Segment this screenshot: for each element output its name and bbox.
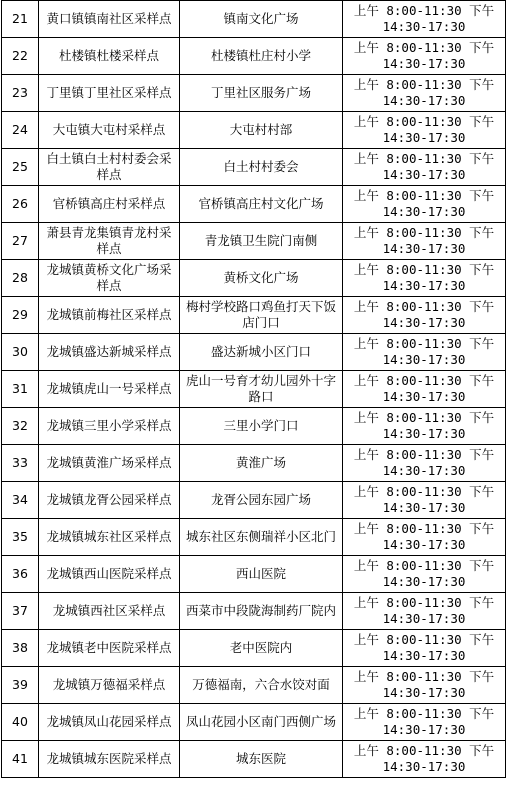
site-name-cell: 龙城镇前梅社区采样点 — [39, 297, 180, 334]
hours-line-2: 14:30-17:30 — [382, 759, 466, 774]
row-number-cell: 34 — [2, 482, 39, 519]
site-name-cell: 龙城镇西社区采样点 — [39, 593, 180, 630]
opening-hours-cell — [343, 75, 506, 112]
site-location-cell: 盛达新城小区门口 — [180, 334, 343, 371]
hours-line-1: 上午 8:00-11:30 下午 — [353, 262, 495, 277]
table-row — [2, 593, 506, 630]
hours-line-1: 上午 8:00-11:30 下午 — [353, 3, 495, 18]
site-location-cell: 西山医院 — [180, 556, 343, 593]
row-number-cell: 27 — [2, 223, 39, 260]
row-number-cell: 41 — [2, 741, 39, 778]
hours-line-2: 14:30-17:30 — [382, 389, 466, 404]
hours-line-2: 14:30-17:30 — [382, 500, 466, 515]
table-body — [2, 1, 506, 778]
opening-hours-cell — [343, 38, 506, 75]
table-row — [2, 38, 506, 75]
opening-hours-cell — [343, 112, 506, 149]
site-location-cell: 镇南文化广场 — [180, 1, 343, 38]
site-location-cell: 城东社区东侧瑞祥小区北门 — [180, 519, 343, 556]
row-number-cell: 28 — [2, 260, 39, 297]
site-location-cell: 万德福南，六合水饺对面 — [180, 667, 343, 704]
site-location-cell: 黄淮广场 — [180, 445, 343, 482]
hours-line-1: 上午 8:00-11:30 下午 — [353, 114, 495, 129]
hours-line-1: 上午 8:00-11:30 下午 — [353, 447, 495, 462]
hours-line-1: 上午 8:00-11:30 下午 — [353, 595, 495, 610]
site-name-cell: 龙城镇盛达新城采样点 — [39, 334, 180, 371]
hours-line-1: 上午 8:00-11:30 下午 — [353, 151, 495, 166]
opening-hours-cell — [343, 445, 506, 482]
site-location-cell: 杜楼镇杜庄村小学 — [180, 38, 343, 75]
row-number-cell: 25 — [2, 149, 39, 186]
opening-hours-cell — [343, 556, 506, 593]
table-row — [2, 482, 506, 519]
opening-hours-cell — [343, 149, 506, 186]
hours-line-1: 上午 8:00-11:30 下午 — [353, 743, 495, 758]
site-name-cell: 大屯镇大屯村采样点 — [39, 112, 180, 149]
opening-hours-cell — [343, 593, 506, 630]
table-row — [2, 260, 506, 297]
hours-line-2: 14:30-17:30 — [382, 130, 466, 145]
opening-hours-cell — [343, 630, 506, 667]
hours-line-1: 上午 8:00-11:30 下午 — [353, 373, 495, 388]
table-row — [2, 445, 506, 482]
table-row — [2, 630, 506, 667]
opening-hours-cell — [343, 371, 506, 408]
opening-hours-cell — [343, 408, 506, 445]
site-name-cell: 龙城镇西山医院采样点 — [39, 556, 180, 593]
row-number-cell: 33 — [2, 445, 39, 482]
opening-hours-cell — [343, 1, 506, 38]
hours-line-1: 上午 8:00-11:30 下午 — [353, 558, 495, 573]
site-name-cell: 龙城镇龙胥公园采样点 — [39, 482, 180, 519]
table-row — [2, 1, 506, 38]
row-number-cell: 32 — [2, 408, 39, 445]
table-row — [2, 149, 506, 186]
site-location-cell: 白土村村委会 — [180, 149, 343, 186]
row-number-cell: 26 — [2, 186, 39, 223]
hours-line-2: 14:30-17:30 — [382, 204, 466, 219]
table-row — [2, 112, 506, 149]
site-name-cell: 龙城镇老中医院采样点 — [39, 630, 180, 667]
hours-line-1: 上午 8:00-11:30 下午 — [353, 40, 495, 55]
row-number-cell: 23 — [2, 75, 39, 112]
hours-line-2: 14:30-17:30 — [382, 278, 466, 293]
opening-hours-cell — [343, 297, 506, 334]
hours-line-1: 上午 8:00-11:30 下午 — [353, 299, 495, 314]
opening-hours-cell — [343, 741, 506, 778]
site-location-cell: 龙胥公园东园广场 — [180, 482, 343, 519]
site-name-cell: 龙城镇城东社区采样点 — [39, 519, 180, 556]
table-row — [2, 408, 506, 445]
site-location-cell: 丁里社区服务广场 — [180, 75, 343, 112]
site-location-cell: 凤山花园小区南门西侧广场 — [180, 704, 343, 741]
opening-hours-cell — [343, 186, 506, 223]
hours-line-2: 14:30-17:30 — [382, 241, 466, 256]
site-location-cell: 西菜市中段陇海制药厂院内 — [180, 593, 343, 630]
hours-line-2: 14:30-17:30 — [382, 574, 466, 589]
site-name-cell: 龙城镇城东医院采样点 — [39, 741, 180, 778]
site-location-cell: 黄桥文化广场 — [180, 260, 343, 297]
site-name-cell: 龙城镇凤山花园采样点 — [39, 704, 180, 741]
hours-line-1: 上午 8:00-11:30 下午 — [353, 706, 495, 721]
hours-line-1: 上午 8:00-11:30 下午 — [353, 484, 495, 499]
site-name-cell: 龙城镇万德福采样点 — [39, 667, 180, 704]
row-number-cell: 39 — [2, 667, 39, 704]
hours-line-1: 上午 8:00-11:30 下午 — [353, 188, 495, 203]
opening-hours-cell — [343, 482, 506, 519]
site-name-cell: 杜楼镇杜楼采样点 — [39, 38, 180, 75]
row-number-cell: 31 — [2, 371, 39, 408]
hours-line-1: 上午 8:00-11:30 下午 — [353, 410, 495, 425]
hours-line-2: 14:30-17:30 — [382, 463, 466, 478]
row-number-cell: 36 — [2, 556, 39, 593]
site-name-cell: 丁里镇丁里社区采样点 — [39, 75, 180, 112]
site-location-cell: 梅村学校路口鸡鱼打天下饭店门口 — [180, 297, 343, 334]
opening-hours-cell — [343, 334, 506, 371]
site-location-cell: 虎山一号育才幼儿园外十字路口 — [180, 371, 343, 408]
hours-line-2: 14:30-17:30 — [382, 426, 466, 441]
table-row — [2, 75, 506, 112]
hours-line-1: 上午 8:00-11:30 下午 — [353, 77, 495, 92]
row-number-cell: 21 — [2, 1, 39, 38]
hours-line-2: 14:30-17:30 — [382, 93, 466, 108]
site-name-cell: 白土镇白土村村委会采样点 — [39, 149, 180, 186]
hours-line-2: 14:30-17:30 — [382, 315, 466, 330]
site-location-cell: 老中医院内 — [180, 630, 343, 667]
table-row — [2, 556, 506, 593]
row-number-cell: 24 — [2, 112, 39, 149]
row-number-cell: 37 — [2, 593, 39, 630]
table-row — [2, 223, 506, 260]
hours-line-2: 14:30-17:30 — [382, 167, 466, 182]
table-row — [2, 334, 506, 371]
hours-line-1: 上午 8:00-11:30 下午 — [353, 669, 495, 684]
row-number-cell: 40 — [2, 704, 39, 741]
site-location-cell: 大屯村村部 — [180, 112, 343, 149]
opening-hours-cell — [343, 704, 506, 741]
row-number-cell: 35 — [2, 519, 39, 556]
site-location-cell: 三里小学门口 — [180, 408, 343, 445]
opening-hours-cell — [343, 260, 506, 297]
table-row — [2, 741, 506, 778]
hours-line-2: 14:30-17:30 — [382, 19, 466, 34]
site-name-cell: 龙城镇虎山一号采样点 — [39, 371, 180, 408]
table-row — [2, 186, 506, 223]
row-number-cell: 29 — [2, 297, 39, 334]
opening-hours-cell — [343, 223, 506, 260]
site-name-cell: 龙城镇黄淮广场采样点 — [39, 445, 180, 482]
site-location-cell: 城东医院 — [180, 741, 343, 778]
table-row — [2, 667, 506, 704]
site-name-cell: 官桥镇高庄村采样点 — [39, 186, 180, 223]
row-number-cell: 30 — [2, 334, 39, 371]
hours-line-2: 14:30-17:30 — [382, 722, 466, 737]
site-name-cell: 龙城镇黄桥文化广场采样点 — [39, 260, 180, 297]
hours-line-1: 上午 8:00-11:30 下午 — [353, 225, 495, 240]
hours-line-2: 14:30-17:30 — [382, 56, 466, 71]
opening-hours-cell — [343, 667, 506, 704]
hours-line-1: 上午 8:00-11:30 下午 — [353, 521, 495, 536]
hours-line-2: 14:30-17:30 — [382, 685, 466, 700]
hours-line-2: 14:30-17:30 — [382, 648, 466, 663]
row-number-cell: 22 — [2, 38, 39, 75]
table-row — [2, 371, 506, 408]
hours-line-2: 14:30-17:30 — [382, 611, 466, 626]
site-name-cell: 黄口镇镇南社区采样点 — [39, 1, 180, 38]
site-name-cell: 萧县青龙集镇青龙村采样点 — [39, 223, 180, 260]
table-row — [2, 519, 506, 556]
row-number-cell: 38 — [2, 630, 39, 667]
hours-line-2: 14:30-17:30 — [382, 352, 466, 367]
opening-hours-cell — [343, 519, 506, 556]
hours-line-1: 上午 8:00-11:30 下午 — [353, 632, 495, 647]
site-name-cell: 龙城镇三里小学采样点 — [39, 408, 180, 445]
hours-line-1: 上午 8:00-11:30 下午 — [353, 336, 495, 351]
site-location-cell: 官桥镇高庄村文化广场 — [180, 186, 343, 223]
table-row — [2, 297, 506, 334]
site-location-cell: 青龙镇卫生院门南侧 — [180, 223, 343, 260]
hours-line-2: 14:30-17:30 — [382, 537, 466, 552]
sampling-sites-table — [1, 0, 506, 778]
table-row — [2, 704, 506, 741]
